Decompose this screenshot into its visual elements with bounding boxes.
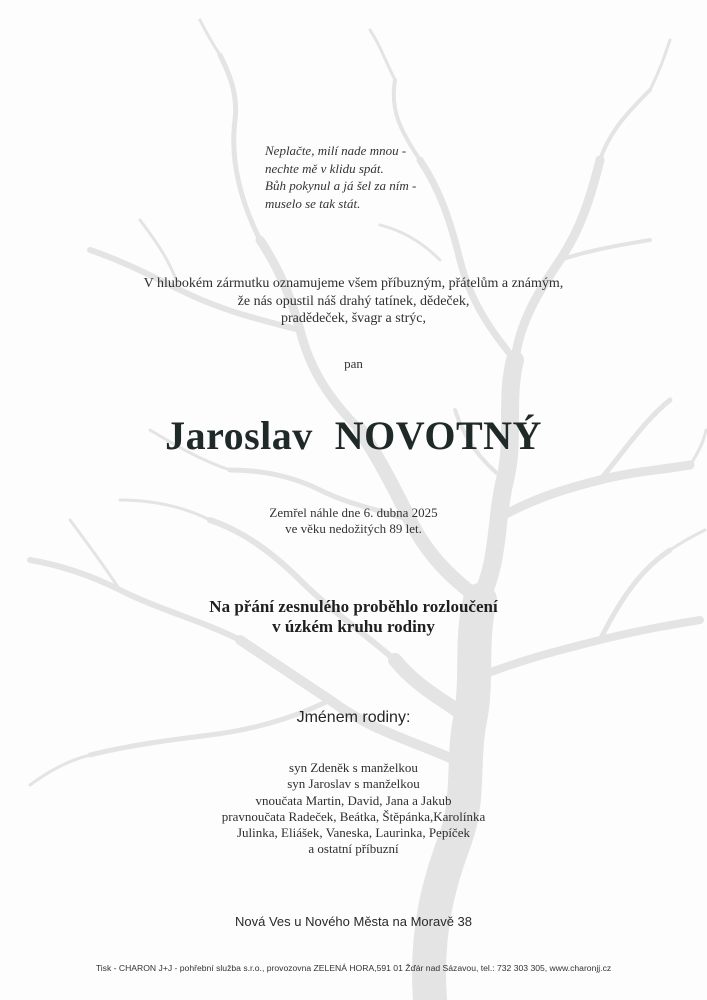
announcement-line: že nás opustil náš drahý tatínek, dědeček,	[237, 293, 470, 309]
family-address: Nová Ves u Nového Města na Moravě 38	[234, 914, 473, 929]
poem-line: Neplačte, milí nade mnou -	[265, 143, 407, 158]
announcement-line: V hlubokém zármutku oznamujeme všem příbuzným, přátelům a známým,	[143, 276, 564, 291]
poem	[265, 142, 416, 212]
family-heading: Jménem rodiny:	[296, 709, 411, 726]
poem-line: nechte mě v klidu spát.	[265, 160, 384, 176]
deceased-first-name: Jaroslav	[165, 413, 313, 458]
family-line: pravnoučata Radeček, Beátka, Štěpánka,Karolínka	[221, 808, 486, 824]
family-list	[0, 760, 707, 858]
announcement-line: pradědeček, švagr a strýc,	[281, 311, 426, 326]
deceased-name	[0, 412, 707, 459]
deceased-last-name: NOVOTNÝ	[334, 413, 542, 458]
family-line: vnoučata Martin, David, Jana a Jakub	[255, 792, 452, 808]
family-line: a ostatní příbuzní	[308, 841, 399, 857]
death-date: Zemřel náhle dne 6. dubna 2025	[269, 505, 438, 520]
family-line: syn Zdeněk s manželkou	[289, 760, 418, 775]
poem-line: muselo se tak stát.	[265, 195, 361, 211]
death-age: ve věku nedožitých 89 let.	[285, 521, 422, 536]
announcement-text	[0, 275, 707, 328]
death-info	[0, 505, 707, 537]
farewell-line: v úzkém kruhu rodiny	[272, 617, 435, 636]
salutation: pan	[344, 356, 363, 371]
family-line: syn Jaroslav s manželkou	[287, 776, 420, 792]
farewell-line: Na přání zesnulého proběhlo rozloučení	[209, 597, 498, 616]
family-line: Julinka, Eliášek, Vaneska, Laurinka, Pepíček	[237, 825, 470, 841]
poem-line: Bůh pokynul a já šel za ním -	[265, 178, 417, 193]
farewell-notice	[0, 597, 707, 637]
printer-footer: Tisk - CHARON J+J - pohřební služba s.r.o., provozovna ZELENÁ HORA,591 01 Žďár nad Sázavou, tel.: 732 303 305, www.charonjj.cz	[95, 963, 612, 973]
